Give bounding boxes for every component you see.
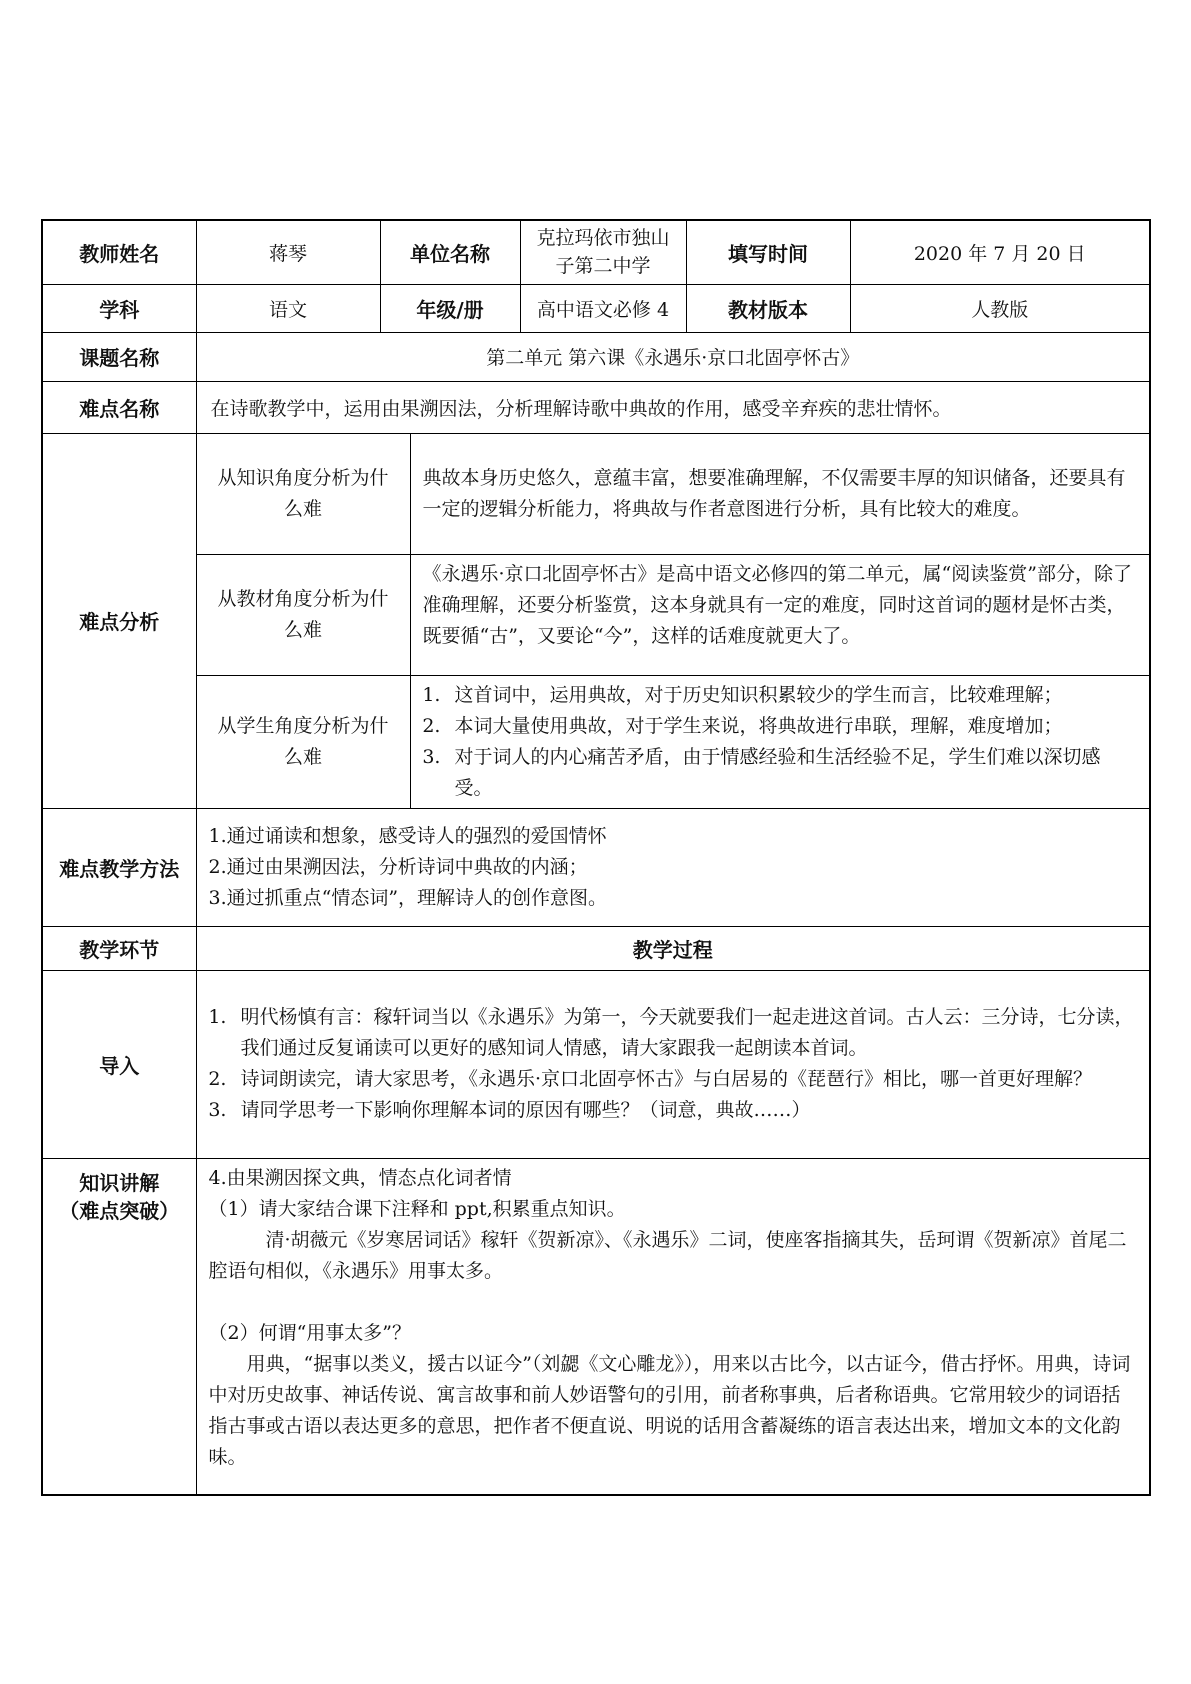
knowledge-angle-text: 典故本身历史悠久，意蕴丰富，想要准确理解，不仅需要丰厚的知识储备，还要具有一定的逻辑分析能力，将典故与作者意图进行分析，具有比较大的难度。: [410, 433, 1150, 554]
header-row-2: [42, 284, 1150, 332]
student-angle-list: [417, 680, 1138, 804]
intro-cell: [196, 970, 1150, 1158]
teacher-value: 蒋琴: [196, 220, 380, 284]
list-item: 3. 对于词人的内心痛苦矛盾，由于情感经验和生活经验不足，学生们难以深切感受。: [447, 742, 1138, 804]
knowledge-row: [42, 1158, 1150, 1495]
intro-label: 导入: [42, 970, 196, 1158]
knowledge-sublabel: （难点突破）: [59, 1198, 180, 1223]
fill-time-value: 2020 年 7 月 20 日: [850, 220, 1150, 284]
method-item: 3.通过抓重点“情态词”，理解诗人的创作意图。: [208, 886, 608, 909]
difficulty-value: 在诗歌教学中，运用由果溯因法，分析理解诗歌中典故的作用，感受辛弃疾的悲壮情怀。: [196, 381, 1150, 433]
list-item: 2. 本词大量使用典故，对于学生来说，将典故进行串联，理解，难度增加；: [447, 711, 1138, 742]
student-angle-cell: [410, 675, 1150, 808]
list-item: 1. 明代杨慎有言：稼轩词当以《永遇乐》为第一，今天就要我们一起走进这首词。古人云：三分诗，七分读，我们通过反复诵读可以更好的感知词人情感，请大家跟我一起朗读本首词。: [233, 1002, 1138, 1064]
grade-label: 年级/册: [380, 284, 520, 332]
knowledge-label: 知识讲解: [79, 1170, 160, 1195]
fill-time-label: 填写时间: [686, 220, 850, 284]
textbook-angle-label: 从教材角度分析为什么难: [196, 554, 410, 675]
edition-value: 人教版: [850, 284, 1150, 332]
intro-row: [42, 970, 1150, 1158]
title-label: 课题名称: [42, 332, 196, 381]
method-item: 2.通过由果溯因法，分析诗词中典故的内涵；: [208, 855, 588, 878]
knowledge-explanation: 用典，“据事以类义，援古以证今”（刘勰《文心雕龙》），用来以古比今，以古证今，借古抒怀。用典，诗词中对历史故事、神话传说、寓言故事和前人妙语警句的引用，前者称事典，后者称语典。它常用较少的词语括指古事或古语以表达更多的意思，把作者不便直说、明说的话用含蓄凝练的语言表达出来，增加文本的文化韵味。: [208, 1352, 1131, 1468]
subject-value: 语文: [196, 284, 380, 332]
grade-value: 高中语文必修 4: [520, 284, 686, 332]
list-item: 1. 这首词中，运用典故，对于历史知识积累较少的学生而言，比较难理解；: [447, 680, 1138, 711]
knowledge-line: 4.由果溯因探文典，情态点化词者情: [208, 1166, 512, 1189]
knowledge-angle-label: 从知识角度分析为什么难: [196, 433, 410, 554]
intro-list: [203, 1002, 1138, 1126]
knowledge-label-cell: [42, 1158, 196, 1495]
title-value: 第二单元 第六课《永遇乐·京口北固亭怀古》: [196, 332, 1150, 381]
method-item: 1.通过诵读和想象，感受诗人的强烈的爱国情怀: [208, 824, 607, 847]
methods-row: [42, 808, 1150, 926]
process-label: 教学过程: [196, 926, 1150, 970]
unit-value: 克拉玛依市独山子第二中学: [520, 220, 686, 284]
lesson-plan-table: [41, 219, 1151, 1496]
difficulty-row: [42, 381, 1150, 433]
methods-cell: [196, 808, 1150, 926]
list-item: 3. 请同学思考一下影响你理解本词的原因有哪些？（词意，典故……）: [233, 1095, 1138, 1126]
header-row-1: [42, 220, 1150, 284]
knowledge-quote: 清·胡薇元《岁寒居词话》稼轩《贺新凉》、《永遇乐》二词，使座客指摘其失，岳珂谓《贺新凉》首尾二腔语句相似，《永遇乐》用事太多。: [208, 1228, 1127, 1282]
knowledge-question: （2）何谓“用事太多”？: [208, 1321, 412, 1344]
teacher-label: 教师姓名: [42, 220, 196, 284]
student-angle-label: 从学生角度分析为什么难: [196, 675, 410, 808]
stage-label: 教学环节: [42, 926, 196, 970]
subject-label: 学科: [42, 284, 196, 332]
methods-label: 难点教学方法: [42, 808, 196, 926]
process-heading-row: [42, 926, 1150, 970]
spacer: [209, 1287, 1138, 1318]
knowledge-cell: [196, 1158, 1150, 1495]
analysis-row-student: [42, 675, 1150, 808]
title-row: [42, 332, 1150, 381]
edition-label: 教材版本: [686, 284, 850, 332]
difficulty-label: 难点名称: [42, 381, 196, 433]
analysis-row-knowledge: [42, 433, 1150, 554]
lesson-plan-sheet: [41, 219, 1149, 1496]
list-item: 2. 诗词朗读完，请大家思考，《永遇乐·京口北固亭怀古》与白居易的《琵琶行》相比，哪一首更好理解？: [233, 1064, 1138, 1095]
analysis-label: 难点分析: [42, 433, 196, 808]
textbook-angle-text: 《永遇乐·京口北固亭怀古》是高中语文必修四的第二单元，属“阅读鉴赏”部分，除了准确理解，还要分析鉴赏，这本身就具有一定的难度，同时这首词的题材是怀古类，既要循“古”，又要论“今”，这样的话难度就更大了。: [410, 554, 1150, 675]
unit-label: 单位名称: [380, 220, 520, 284]
analysis-row-textbook: [42, 554, 1150, 675]
knowledge-line: （1）请大家结合课下注释和 ppt,积累重点知识。: [208, 1197, 626, 1220]
